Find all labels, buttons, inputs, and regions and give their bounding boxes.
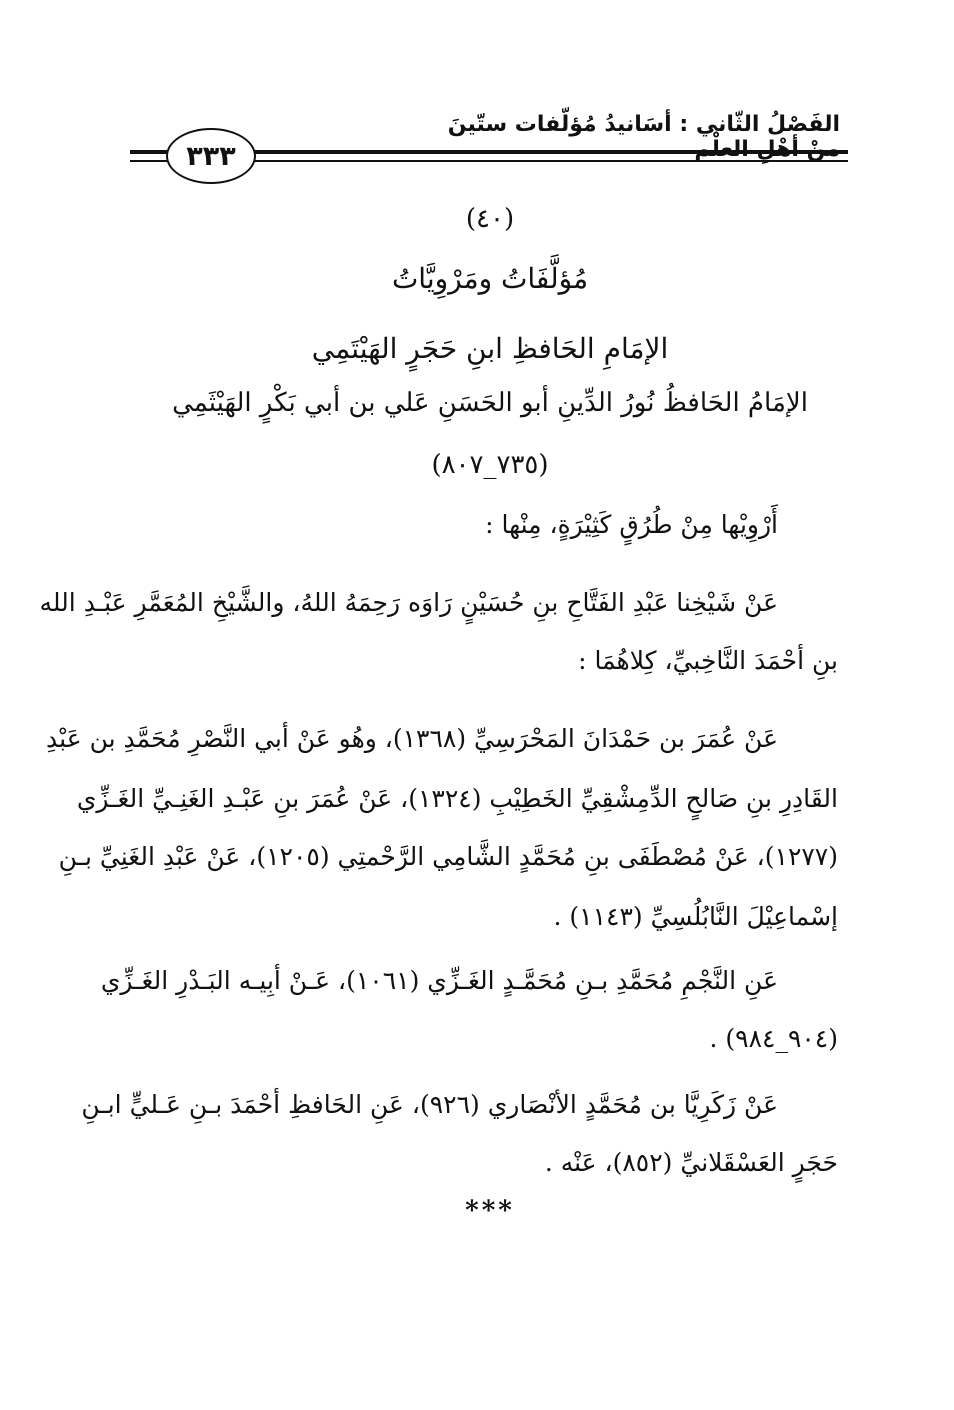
- header-rule-thick: [248, 150, 848, 154]
- body-line: (١٢٧٧)، عَنْ مُصْطَفَى بنِ مُحَمَّدٍ الشَّامِي الرَّحْمتِي (١٢٠٥)، عَنْ عَبْدِ الغَنِيِّ بـنِ: [58, 842, 838, 871]
- entry-heading: مُؤلَّفَاتُ ومَرْوِيَّاتُ: [391, 262, 589, 295]
- header-rule-thin: [248, 160, 848, 162]
- running-title: الفَصْلُ الثّاني : أسَانيدُ مُؤلّفات ستّينَ: [447, 112, 840, 137]
- entry-subject: الإمَامِ الحَافظِ ابنِ حَجَرٍ الهَيْتَمِي: [311, 332, 669, 365]
- body-line: عَنْ زَكَرِيَّا بن مُحَمَّدٍ الأنْصَاري (٩٢٦)، عَنِ الحَافظِ أحْمَدَ بـنِ عَـليٍّ ابـنِ: [81, 1090, 778, 1119]
- header-rule-left-thin: [130, 160, 170, 162]
- body-line: بنِ أحْمَدَ النَّاخِبيِّ، كِلاهُمَا :: [578, 646, 838, 675]
- body-line: عَنْ عُمَرَ بن حَمْدَانَ المَحْرَسِيِّ (١٣٦٨)، وهُو عَنْ أبي النَّصْرِ مُحَمَّدِ بن عَبْدِ: [46, 724, 778, 753]
- body-line: القَادِرِ بنِ صَالحٍ الدِّمِشْقِيِّ الخَطِيْبِ (١٣٢٤)، عَنْ عُمَرَ بنِ عَبْـدِ الغَنِـيِّ الغَـزِّي: [76, 784, 838, 813]
- entry-dates: (٧٣٥_٨٠٧): [431, 450, 549, 480]
- body-line: أَرْوِيْها مِنْ طُرُقٍ كَثِيْرَةٍ، مِنْها :: [485, 510, 778, 539]
- body-line: (٩٠٤_٩٨٤) .: [709, 1024, 838, 1053]
- body-line: عَنْ شَيْخِنا عَبْدِ الفَتَّاحِ بنِ حُسَيْنٍ رَاوَه رَحِمَهُ اللهُ، والشَّيْخِ المُعَمَّرِ عَبْـدِ الله: [39, 588, 778, 617]
- header-rule-left-thick: [130, 150, 170, 154]
- body-line: إسْماعِيْلَ النَّابُلُسِيِّ (١١٤٣) .: [553, 902, 838, 931]
- entry-number: (٤٠): [465, 204, 515, 234]
- section-end-mark: ***: [465, 1196, 515, 1226]
- entry-full-name: الإمَامُ الحَافظُ نُورُ الدِّينِ أبو الحَسَنِ عَلي بن أبي بَكْرٍ الهَيْثَمِي: [172, 388, 808, 418]
- page-number: ٣٣٣: [166, 128, 256, 184]
- body-line: عَنِ النَّجْمِ مُحَمَّدِ بـنِ مُحَمَّـدٍ الغَـزِّي (١٠٦١)، عَـنْ أبِيـه البَـدْرِ الغَـزِّي: [100, 966, 778, 995]
- body-line: حَجَرٍ العَسْقَلانيِّ (٨٥٢)، عَنْه .: [544, 1148, 838, 1177]
